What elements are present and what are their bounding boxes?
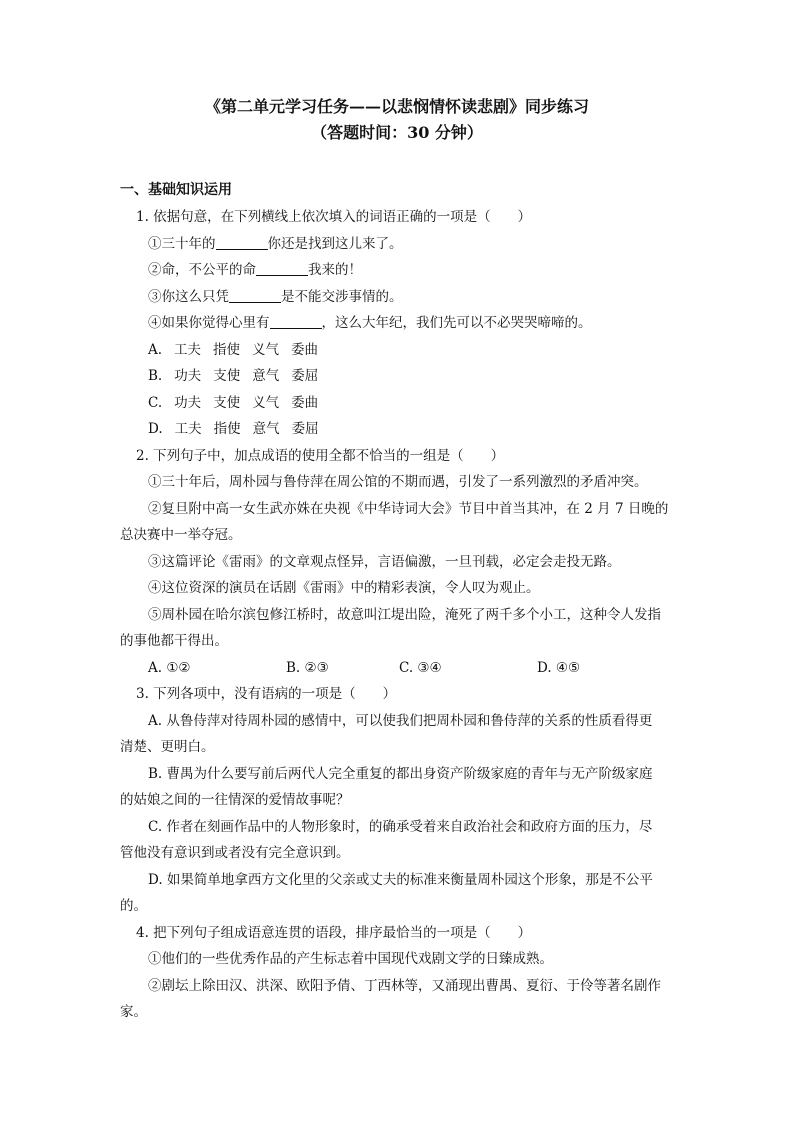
option-word: 委曲	[291, 394, 319, 411]
question-1-sentence-4	[120, 310, 680, 337]
question-2-option-b[interactable]: B. ②③	[286, 659, 329, 676]
option-word: 意气	[252, 421, 280, 437]
question-1-sentence-1	[120, 231, 680, 258]
question-4-stem: 4. 把下列句子组成语意连贯的语段，排序最恰当的一项是（ ）	[136, 924, 532, 941]
question-2-sentence-3: ③这篇评论《雷雨》的文章观点怪异，言语偏激，一旦刊载，必定会走投无路。	[148, 553, 621, 570]
option-word: 工夫	[174, 341, 202, 358]
sentence-text: 我来的！	[308, 262, 362, 278]
option-letter: D.	[148, 421, 163, 437]
question-2-option-d[interactable]: D. ④⑤	[537, 659, 581, 676]
question-1-option-a[interactable]	[120, 337, 680, 364]
fill-blank	[256, 260, 308, 276]
option-letter: C.	[148, 394, 163, 411]
fill-blank	[229, 287, 281, 303]
question-1-option-b[interactable]	[120, 363, 680, 390]
question-4-sentence-2-cont: 家。	[120, 1004, 147, 1020]
sentence-text: ④如果你觉得心里有	[148, 315, 270, 331]
question-3-option-a-cont: 清楚、更明白。	[120, 739, 215, 755]
section-heading: 一、基础知识运用	[120, 182, 232, 198]
document-subtitle: （答题时间：30 分钟）	[311, 123, 483, 142]
option-word: 工夫	[174, 421, 202, 437]
question-1-option-d[interactable]	[120, 416, 680, 443]
question-4-sentence-1: ①他们的一些优秀作品的产生标志着中国现代戏剧文学的日臻成熟。	[148, 951, 553, 967]
option-letter: B.	[148, 368, 163, 384]
questions	[120, 204, 680, 1026]
sentence-text: 你还是找到这儿来了。	[267, 235, 403, 252]
option-word: 功夫	[174, 368, 202, 384]
option-word: 支使	[213, 368, 241, 384]
question-3-option-b-cont: 的姑娘之间的一往情深的爱情故事呢？	[120, 792, 350, 808]
question-3-option-c[interactable]: C. 作者在刻画作品中的人物形象时，的确承受着来自政治社会和政府方面的压力，尽	[148, 818, 653, 835]
question-3-stem: 3. 下列各项中，没有语病的一项是（ ）	[136, 686, 397, 702]
option-word: 义气	[252, 341, 280, 358]
sentence-text: ，这么大年纪，我们先可以不必哭哭啼啼的。	[321, 315, 592, 331]
question-2-sentence-4: ④这位资深的演员在话剧《雷雨》中的精彩表演，令人叹为观止。	[148, 580, 540, 596]
question-1-option-c[interactable]	[120, 390, 680, 417]
question-3-option-b[interactable]: B. 曹禺为什么要写前后两代人完全重复的都出身资产阶级家庭的青年与无产阶级家庭	[148, 765, 653, 782]
question-2-sentence-2: ②复旦附中高一女生武亦姝在央视《中华诗词大会》节目中首当其冲，在 2 月 7 日晚的	[148, 500, 669, 517]
option-word: 功夫	[174, 394, 202, 411]
question-4-sentence-2: ②剧坛上除田汉、洪深、欧阳予倩、丁西林等，又涌现出曹禺、夏衍、于伶等著名剧作	[148, 977, 661, 994]
option-word: 指使	[213, 341, 241, 358]
sentence-text: 是不能交涉事情的。	[281, 288, 403, 305]
sentence-text: ①三十年的	[148, 235, 216, 252]
question-2-sentence-5-cont: 的事他都干得出。	[120, 633, 228, 649]
option-letter: A.	[148, 341, 163, 358]
sentence-text: ②命，不公平的命	[148, 262, 256, 278]
question-2-sentence-1: ①三十年后，周朴园与鲁侍萍在周公馆的不期而遇，引发了一系列激烈的矛盾冲突。	[148, 474, 648, 490]
question-2-stem: 2. 下列句子中，加点成语的使用全都不恰当的一组是（ ）	[136, 447, 505, 464]
question-1-sentence-2	[120, 257, 680, 284]
option-word: 指使	[213, 421, 241, 437]
question-2-sentence-5: ⑤周朴园在哈尔滨包修江桥时，故意叫江堤出险，淹死了两千多个小工，这种令人发指	[148, 606, 661, 623]
question-2-sentence-2-cont: 总决赛中一举夺冠。	[120, 527, 242, 543]
question-2-options	[120, 655, 680, 682]
fill-blank	[216, 234, 268, 250]
question-1-stem: 1. 依据句意，在下列横线上依次填入的词语正确的一项是（ ）	[136, 209, 532, 225]
question-3-option-a[interactable]: A. 从鲁侍萍对待周朴园的感情中，可以使我们把周朴园和鲁侍萍的关系的性质看得更	[148, 712, 653, 729]
question-2-option-a[interactable]: A. ①②	[148, 659, 191, 676]
question-3-option-d[interactable]: D. 如果简单地拿西方文化里的父亲或丈夫的标准来衡量周朴园这个形象，那是不公平	[148, 871, 653, 888]
option-word: 委曲	[291, 341, 319, 358]
option-word: 支使	[213, 394, 241, 411]
question-3-option-c-cont: 管他没有意识到或者没有完全意识到。	[120, 845, 350, 861]
question-2-option-c[interactable]: C. ③④	[399, 659, 442, 676]
option-word: 意气	[252, 368, 280, 384]
fill-blank	[270, 313, 322, 329]
option-word: 义气	[252, 394, 280, 411]
option-word: 委屈	[291, 421, 319, 437]
document-title: 《第二单元学习任务——以悲悯情怀读悲剧》同步练习	[204, 97, 589, 116]
sentence-text: ③你这么只凭	[148, 288, 229, 305]
question-1-sentence-3	[120, 284, 680, 311]
question-3-option-d-cont: 的。	[120, 898, 147, 914]
option-word: 委屈	[291, 368, 319, 384]
